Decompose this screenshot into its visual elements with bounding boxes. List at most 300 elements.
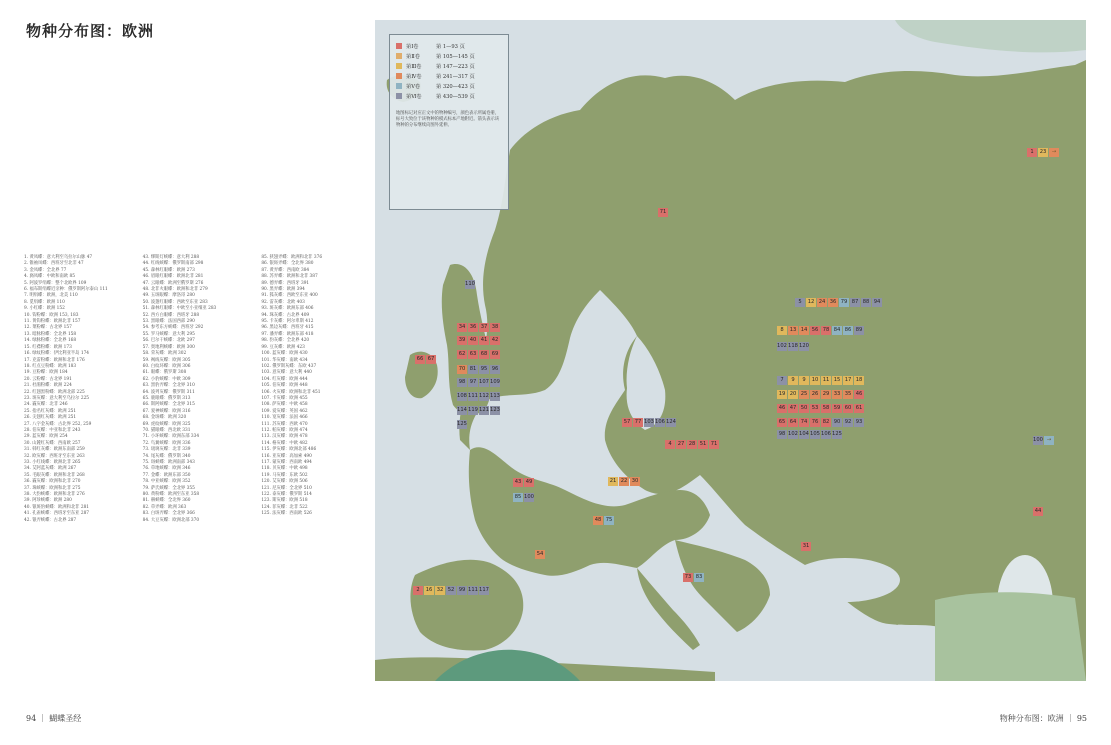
- species-marker: 8: [777, 326, 787, 335]
- species-marker: 26: [811, 391, 819, 397]
- species-marker-group: [535, 550, 546, 559]
- species-list-item: 80. 黄粉蝶：欧洲至东亚 358: [142, 492, 200, 498]
- species-marker: 9: [788, 376, 798, 385]
- species-marker-group: [777, 342, 810, 351]
- species-marker: 96: [491, 366, 499, 372]
- species-list-item: 112. 帕灰蝶：欧洲 474: [261, 427, 308, 433]
- species-marker-group: [777, 430, 843, 439]
- species-list-item: 48. 北非火眼蝶：欧洲和北非 279: [142, 287, 208, 293]
- species-marker: 23: [1039, 149, 1047, 155]
- species-list-item: 77. 金蝶：欧洲东部 350: [142, 472, 191, 478]
- species-marker: 99: [458, 587, 466, 593]
- species-list-item: 6. 福布斯绢蝶近亲种：俄罗斯阿尔泰山 111: [24, 287, 108, 293]
- species-list-item: 2. 锥袖凤蝶：西班牙至北非 47: [24, 261, 84, 267]
- species-list-item: 15. 红襟粉蝶：欧洲 173: [24, 344, 72, 350]
- species-list-item: 70. 猫眼蝶：西北欧 331: [142, 427, 191, 433]
- species-marker: 61: [855, 405, 863, 411]
- species-list-item: 110. 宽灰蝶：法国 466: [261, 415, 308, 421]
- range-arrow: →: [1044, 436, 1054, 445]
- legend-volume: 第Ⅵ卷: [406, 94, 422, 100]
- species-list-item: 56. 巴尔干蛱蝶：北欧 297: [142, 338, 195, 344]
- species-list-item: 100. 蓝灰蝶：欧洲 430: [261, 351, 308, 357]
- species-list-item: 85. 狭翅弄蝶：欧洲和北非 376: [261, 255, 323, 260]
- species-list-item: 124. 菲灰蝶：北非 522: [261, 504, 308, 510]
- species-marker: 12: [807, 299, 815, 305]
- species-list-item: 69. 虎纹蛱蝶：欧洲 325: [142, 421, 191, 427]
- species-list-item: 115. 伊灰蝶：欧洲北部 486: [261, 447, 317, 453]
- species-marker: 50: [800, 405, 808, 411]
- species-marker: 36: [469, 324, 477, 330]
- species-marker: 106: [655, 419, 665, 425]
- species-marker: 100: [524, 494, 534, 500]
- species-list-item: 73. 琉璃灰蝶：北非 339: [142, 447, 191, 453]
- species-list-item: 119. 马灰蝶：东欧 502: [261, 472, 308, 478]
- species-marker: 40: [469, 337, 477, 343]
- species-list-item: 54. 参考东方蛱蝶：西班牙 292: [142, 325, 204, 331]
- species-marker: 111: [468, 393, 478, 399]
- legend-swatch: [396, 93, 402, 99]
- species-list-item: 120. 艾灰蝶：欧洲 506: [261, 479, 308, 485]
- species-marker: 108: [457, 393, 467, 399]
- species-marker-group: [457, 350, 501, 359]
- species-marker: 98: [458, 379, 466, 385]
- species-marker: 10: [811, 377, 819, 383]
- species-marker: 75: [605, 517, 613, 523]
- species-marker: 16: [425, 587, 433, 593]
- species-marker-group: [1033, 507, 1044, 516]
- species-marker: 120: [799, 343, 809, 349]
- species-marker: 52: [447, 587, 455, 593]
- legend-volume: 第Ⅳ卷: [406, 74, 422, 80]
- species-list-item: 19. 豆粉蝶：欧洲 184: [24, 370, 68, 376]
- species-list-item: 35. 毛眼灰蝶：欧洲和北非 268: [24, 472, 85, 478]
- species-marker: 21: [609, 478, 617, 484]
- species-marker-group: [777, 390, 865, 399]
- species-list-item: 107. 卡灰蝶：欧洲 455: [261, 395, 308, 401]
- species-marker: 19: [778, 391, 786, 397]
- species-marker: 74: [800, 419, 808, 425]
- species-marker: 18: [855, 377, 863, 383]
- species-marker: 71: [710, 441, 718, 447]
- species-list-item: 62. 小豹蛱蝶：中欧 309: [142, 376, 191, 382]
- species-list-item: 4. 旖凤蝶：中欧和南欧 85: [24, 274, 75, 280]
- species-marker: 70: [458, 366, 466, 372]
- iberia-landmass: [410, 560, 523, 651]
- species-list-item: 93. 斑灰蝶：欧洲东部 406: [261, 306, 314, 312]
- species-marker: 7: [777, 376, 787, 385]
- species-marker: 9: [799, 376, 809, 385]
- species-list-item: 10. 钩粉蝶：欧洲 153, 183: [24, 312, 79, 318]
- range-arrow: →: [1049, 148, 1059, 157]
- species-marker: 93: [855, 419, 863, 425]
- species-marker: 60: [844, 405, 852, 411]
- species-marker-group: [457, 392, 501, 401]
- species-list-item: 16. 绿纹粉蝶：伊比利亚半岛 174: [24, 351, 90, 357]
- species-list-item: 79. 萨氏蛱蝶：全北界 355: [142, 485, 195, 491]
- legend-swatch: [396, 43, 402, 49]
- species-list-item: 5. 阿波罗绢蝶：整个北欧界 109: [24, 280, 87, 286]
- species-list-item: 25. 指名红灰蝶：欧洲 251: [24, 408, 77, 414]
- species-marker: 53: [811, 405, 819, 411]
- species-marker: 112: [479, 393, 489, 399]
- species-list-item: 104. 红灰蝶：欧洲 444: [261, 376, 308, 382]
- species-marker: 30: [631, 478, 639, 484]
- species-list-item: 94. 珠灰蝶：古北界 409: [261, 312, 310, 318]
- species-marker: 34: [458, 324, 466, 330]
- species-list-item: 118. 贝灰蝶：中欧 498: [261, 466, 308, 472]
- species-marker: 64: [789, 419, 797, 425]
- species-marker: 25: [800, 391, 808, 397]
- species-marker: 86: [844, 327, 852, 333]
- species-marker: 46: [778, 405, 786, 411]
- species-list-item: 89. 德弄蝶：西班牙 391: [261, 280, 310, 286]
- species-marker: 90: [833, 419, 841, 425]
- species-marker: 123: [490, 407, 500, 413]
- species-list-item: 29. 蓝灰蝶：欧洲 254: [24, 434, 68, 440]
- species-marker-group: [457, 378, 501, 387]
- species-marker: 69: [491, 351, 499, 357]
- species-list-item: 61. 眼蝶：俄罗斯 308: [142, 370, 187, 376]
- species-marker: 89: [855, 327, 863, 333]
- species-list-item: 123. 斯灰蝶：欧洲 518: [261, 498, 308, 504]
- species-list-item: 58. 荣灰蝶：欧洲 302: [142, 351, 187, 357]
- species-list-item: 55. 罗马蛱蝶：意大利 295: [142, 331, 195, 337]
- species-marker: 106: [821, 431, 831, 437]
- species-marker-group: [457, 323, 501, 332]
- species-list-item: 86. 银斑弄蝶：全北界 380: [261, 261, 314, 267]
- species-marker: 46: [855, 391, 863, 397]
- species-marker-group: [513, 478, 535, 487]
- species-list-item: 121. 尼灰蝶：全北界 510: [261, 485, 312, 491]
- species-marker: 33: [833, 391, 841, 397]
- species-list-item: 32. 欧灰蝶：西班牙至东亚 263: [24, 453, 85, 459]
- species-marker: 113: [490, 393, 500, 399]
- species-list-item: 37. 珠蛱蝶：欧洲和北非 275: [24, 485, 81, 491]
- species-list-item: 82. 草弄蝶：欧洲 363: [142, 504, 187, 510]
- species-marker: 98: [778, 431, 786, 437]
- species-list-item: 23. 斑灰蝶：意大利至乌拉尔 225: [24, 395, 90, 401]
- species-marker: 83: [695, 574, 703, 580]
- species-marker: 125: [832, 431, 842, 437]
- species-list-item: 113. 汉灰蝶：欧洲 478: [261, 434, 308, 440]
- species-marker: 11: [822, 377, 830, 383]
- species-marker: 14: [800, 327, 808, 333]
- species-marker: 97: [469, 379, 477, 385]
- species-marker: 68: [480, 351, 488, 357]
- species-marker: 47: [789, 405, 797, 411]
- species-marker: 29: [822, 391, 830, 397]
- species-marker: 110: [465, 281, 475, 287]
- species-list-item: 39. 阿珍蛱蝶：欧洲 280: [24, 498, 72, 504]
- species-list-item: 43. 缪斯灯蛱蝶：意大利 288: [142, 255, 200, 260]
- species-marker: 56: [811, 327, 819, 333]
- species-list-item: 45. 森林红眼蝶：欧洲 273: [142, 267, 195, 273]
- species-marker-group: [593, 516, 615, 525]
- species-list-item: 78. 中亚蛱蝶：欧洲 352: [142, 479, 191, 485]
- species-list-item: 90. 黑弄蝶：欧洲 394: [261, 287, 305, 293]
- legend-pages: 第 241—317 页: [436, 74, 475, 80]
- species-marker: 38: [491, 324, 499, 330]
- species-list-item: 17. 克雷粉蝶：欧洲和北非 176: [24, 357, 85, 363]
- species-marker-group: [1033, 436, 1055, 445]
- species-marker: 41: [480, 337, 488, 343]
- legend-pages: 第 430—539 页: [436, 94, 475, 100]
- species-marker-group: [608, 477, 641, 486]
- species-marker: 17: [844, 377, 852, 383]
- species-marker: 104: [799, 431, 809, 437]
- species-list-item: 30. 山麓红灰蝶：西南欧 257: [24, 440, 81, 446]
- species-list-item: 38. 大豹蛱蝶：欧洲和北非 276: [24, 492, 85, 498]
- species-list-item: 125. 法灰蝶：西南欧 526: [261, 511, 312, 517]
- species-list-item: 102. 俄罗斯灰蝶：东欧 437: [261, 363, 317, 369]
- species-list-item: 71. 小环蛱蝶：欧洲东部 334: [142, 434, 200, 440]
- species-marker-group: [457, 406, 501, 415]
- species-list-item: 92. 雷灰蝶：北欧 403: [261, 299, 305, 305]
- species-marker-group: [457, 420, 468, 429]
- legend-swatch: [396, 63, 402, 69]
- species-marker: 65: [778, 419, 786, 425]
- black-sea: [790, 558, 900, 602]
- species-list-item: 41. 孔雀蛱蝶：西班牙至东亚 287: [24, 511, 90, 517]
- species-list-item: 3. 金凤蝶：全北界 77: [24, 267, 67, 273]
- species-marker: 42: [491, 337, 499, 343]
- species-list-item: 84. 大豆灰蝶：欧洲北部 370: [142, 517, 200, 523]
- species-marker: 67: [427, 356, 435, 362]
- species-marker: 24: [818, 299, 826, 305]
- species-list-item: 72. 鸟翼蛱蝶：欧洲 336: [142, 440, 191, 446]
- species-marker: 43: [514, 479, 522, 485]
- species-marker: 62: [458, 351, 466, 357]
- species-list-item: 14. 绿脉粉蝶：全北界 168: [24, 338, 77, 344]
- species-list-item: 51. 森林红眼蝶：中欧至小亚细亚 283: [142, 306, 217, 312]
- species-marker: 20: [789, 391, 797, 397]
- species-marker: 105: [810, 431, 820, 437]
- species-marker: 121: [479, 407, 489, 413]
- legend-swatch: [396, 83, 402, 89]
- species-list-item: 31. 韩红灰蝶：欧洲东南部 259: [24, 447, 85, 453]
- species-list-item: 52. 西方白眼蝶：西班牙 288: [142, 312, 200, 318]
- southeast-steppe: [935, 592, 1086, 681]
- species-marker: 13: [789, 327, 797, 333]
- species-marker: 37: [480, 324, 488, 330]
- species-list-item: 101. 华灰蝶：南欧 434: [261, 357, 308, 363]
- species-list-item: 42. 银弄蛱蝶：古北界 287: [24, 517, 77, 523]
- footer-left: 94 ｜ 蝴蝶圣经: [26, 714, 82, 723]
- species-marker: 57: [623, 419, 631, 425]
- species-marker: 107: [479, 379, 489, 385]
- species-list-item: 68. 金斑蝶：欧洲 320: [142, 415, 187, 421]
- species-marker: 49: [525, 479, 533, 485]
- species-list-item: 111. 苏灰蝶：西欧 470: [261, 421, 308, 427]
- species-list-item: 8. 觅绢蝶：欧洲 110: [24, 299, 65, 305]
- species-list-item: 9. 小红蝶：欧洲 152: [24, 306, 65, 312]
- species-marker: 39: [458, 337, 466, 343]
- species-marker-group: [457, 365, 501, 374]
- species-list-item: 106. 火灰蝶：欧洲和北非 451: [261, 389, 321, 395]
- species-marker: 79: [840, 299, 848, 305]
- species-list-item: 97. 潘弄蝶：欧洲东部 418: [261, 331, 314, 337]
- species-list-item: 91. 狐灰蝶：西欧至东亚 400: [261, 293, 318, 299]
- species-list-item: 66. 斯阿蛱蝶：全北界 315: [142, 402, 195, 408]
- species-marker: 102: [788, 431, 798, 437]
- species-marker: 81: [469, 366, 477, 372]
- species-list-item: 114. 格灰蝶：中欧 482: [261, 440, 308, 446]
- species-marker: 5: [795, 298, 805, 307]
- species-list-item: 117. 蒙灰蝶：西南欧 494: [261, 460, 312, 465]
- species-marker: 117: [479, 587, 489, 593]
- species-marker: 27: [677, 441, 685, 447]
- species-marker: 111: [468, 587, 478, 593]
- species-marker: 85: [514, 494, 522, 500]
- species-marker-group: [665, 440, 720, 449]
- species-marker: 73: [684, 574, 692, 580]
- species-marker: 88: [862, 299, 870, 305]
- species-list-item: 24. 霾灰蝶：北非 246: [24, 402, 68, 408]
- legend-pages: 第 147—223 页: [436, 64, 475, 70]
- species-list-item: 7. 明绢蝶：欧洲，北美 110: [24, 293, 78, 299]
- species-marker-group: [413, 586, 490, 595]
- species-marker: 114: [457, 407, 467, 413]
- species-marker: 15: [833, 377, 841, 383]
- species-marker: 78: [822, 327, 830, 333]
- species-marker: 77: [634, 419, 642, 425]
- legend-volume: 第Ⅰ卷: [406, 44, 419, 50]
- species-list-item: 98. 豹灰蝶：全北界 420: [261, 338, 310, 344]
- species-marker-group: [465, 280, 476, 289]
- species-marker: 2: [413, 586, 423, 595]
- species-marker: 28: [688, 441, 696, 447]
- species-marker: 4: [665, 440, 675, 449]
- species-list-item: 20. 云粉蝶：古北界 191: [24, 376, 72, 382]
- species-list-item: 105. 伯灰蝶：欧洲 448: [261, 383, 308, 389]
- legend-pages: 第 320—423 页: [436, 84, 475, 90]
- species-list-item: 116. 亚灰蝶：高加索 490: [261, 453, 312, 459]
- species-marker: 54: [536, 551, 544, 557]
- legend-swatch: [396, 73, 402, 79]
- species-marker-group: [777, 418, 865, 427]
- species-list-item: 26. 尖翅红灰蝶：欧洲 251: [24, 415, 77, 421]
- species-marker: 44: [1034, 508, 1042, 514]
- species-marker: 66: [416, 356, 424, 362]
- footer-right: 物种分布图：欧洲 ｜ 95: [999, 714, 1087, 723]
- legend-pages: 第 105—145 页: [436, 54, 475, 60]
- species-list-item: 122. 泰灰蝶：俄罗斯 514: [261, 492, 312, 498]
- species-list-item: 103. 意灰蝶：意大利 440: [261, 370, 312, 376]
- species-list-item: 13. 暗脉粉蝶：全北界 158: [24, 331, 77, 337]
- legend-volume: 第Ⅴ卷: [406, 84, 421, 90]
- species-list-item: 88. 苏弄蝶：欧洲和北非 387: [261, 274, 318, 280]
- species-list-item: 22. 红翅黑粉蝶：欧洲北部 225: [24, 389, 85, 395]
- species-list-item: 18. 红点豆粉蝶：欧洲 183: [24, 363, 77, 369]
- species-list-item: 109. 爱灰蝶：英国 462: [261, 408, 308, 414]
- species-marker-group: [658, 208, 669, 217]
- species-marker: 59: [833, 405, 841, 411]
- species-marker-group: [795, 298, 883, 307]
- species-list-item: 59. 褐线灰蝶：欧洲 305: [142, 357, 191, 363]
- species-list-item: 83. 白斑弄蝶：全北界 366: [142, 511, 195, 517]
- species-marker: 94: [873, 299, 881, 305]
- legend-pages: 第 1—93 页: [436, 44, 465, 50]
- species-list-item: 95. 卡灰蝶：阿尔卑斯 412: [261, 319, 314, 325]
- species-list-item: 67. 爱神蛱蝶：欧洲 316: [142, 408, 191, 414]
- species-marker: 100: [1033, 437, 1043, 443]
- page-title: 物种分布图：欧洲: [26, 22, 155, 40]
- species-list-item: 53. 黑眼蝶：法国西部 290: [142, 319, 195, 325]
- species-marker: 31: [802, 543, 810, 549]
- legend-note: 地图标记对应正文中的物种编号，颜色表示所属卷册，标号大致位于该物种的模式标本产地附近。箭头表示该物种的分布继续向图外延伸。: [396, 111, 500, 129]
- legend-volume: 第Ⅲ卷: [406, 64, 422, 70]
- species-list-item: 50. 波翅红眼蝶：西欧至东亚 283: [142, 299, 208, 305]
- species-marker: 95: [480, 366, 488, 372]
- species-marker: 48: [594, 517, 602, 523]
- species-list-item: 28. 伯灰蝶：中亚和北非 243: [24, 427, 81, 433]
- species-marker: 71: [659, 209, 667, 215]
- species-marker: 58: [822, 405, 830, 411]
- species-list-item: 34. 艾阿蓝灰蝶：欧洲 267: [24, 466, 77, 472]
- species-list-item: 12. 菜粉蝶：古北界 157: [24, 325, 72, 331]
- species-list-item: 21. 杜鹃粉蝶：欧洲 224: [24, 383, 72, 389]
- species-list-item: 33. 小红线蝶：欧洲北非 265: [24, 460, 81, 465]
- species-marker-group: [415, 355, 437, 364]
- species-marker-group: [777, 404, 865, 413]
- legend-volume: 第Ⅱ卷: [406, 54, 420, 60]
- species-list-item: 1. 黄凤蝶：意大利至乌拉尔山脉 47: [24, 255, 93, 260]
- species-list-item: 76. 草地蛱蝶：欧洲 346: [142, 466, 191, 472]
- species-list-item: 36. 霾灰蝶：欧洲和北非 270: [24, 479, 81, 485]
- species-list-item: 87. 黄弄蝶：西南欧 384: [261, 267, 310, 273]
- species-list-item: 11. 黄钩粉蝶：欧洲北非 157: [24, 319, 81, 325]
- species-marker-group: [1027, 148, 1060, 157]
- species-marker: 119: [468, 407, 478, 413]
- species-list-item: 64. 波列灰蝶：俄罗斯 311: [142, 389, 195, 395]
- species-list-item: 96. 黑边灰蝶：西班牙 415: [261, 325, 314, 331]
- species-list-item: 60. 白纹环蝶：欧洲 306: [142, 363, 191, 369]
- europe-map: [375, 20, 1086, 681]
- species-list-item: 57. 奥地利蛱蝶：欧洲 300: [142, 344, 195, 350]
- species-marker: 125: [457, 421, 467, 427]
- species-list-item: 46. 眉眼红眼蝶：欧洲北非 281: [142, 274, 204, 280]
- volume-legend: [389, 34, 509, 210]
- species-marker: 82: [822, 419, 830, 425]
- species-marker: 103: [644, 419, 654, 425]
- species-marker: 35: [844, 391, 852, 397]
- species-marker: 87: [851, 299, 859, 305]
- species-list-item: 75. 斑蛱蝶：欧洲南部 343: [142, 460, 195, 465]
- species-list-item: 63. 黑豹弄蝶：全北界 310: [142, 383, 195, 389]
- species-list-item: 108. 萨灰蝶：中欧 458: [261, 402, 308, 408]
- species-marker: 109: [490, 379, 500, 385]
- legend-swatch: [396, 53, 402, 59]
- species-list-item: 49. 五斑眼蝶：摩洛哥 280: [142, 293, 195, 299]
- species-marker-group: [513, 493, 535, 502]
- species-list-item: 27. 八字金灰蝶：古北界 252, 259: [24, 421, 92, 427]
- species-marker: 36: [829, 299, 837, 305]
- species-marker: 76: [811, 419, 819, 425]
- species-marker-group: [457, 336, 501, 345]
- species-list-item: 81. 赫蛱蝶：全北界 360: [142, 498, 191, 504]
- species-marker: 32: [436, 587, 444, 593]
- species-marker: 102: [777, 343, 787, 349]
- species-list-item: 44. 红线蛱蝶：俄罗斯南部 298: [142, 261, 204, 267]
- species-marker: 92: [844, 419, 852, 425]
- species-marker: 84: [833, 327, 841, 333]
- species-list-item: 74. 尾灰蝶：俄罗斯 340: [142, 453, 191, 459]
- species-marker-group: [683, 573, 705, 582]
- species-marker: 63: [469, 351, 477, 357]
- species-marker-group: [777, 376, 865, 385]
- species-marker: 124: [666, 419, 676, 425]
- species-marker: 51: [699, 441, 707, 447]
